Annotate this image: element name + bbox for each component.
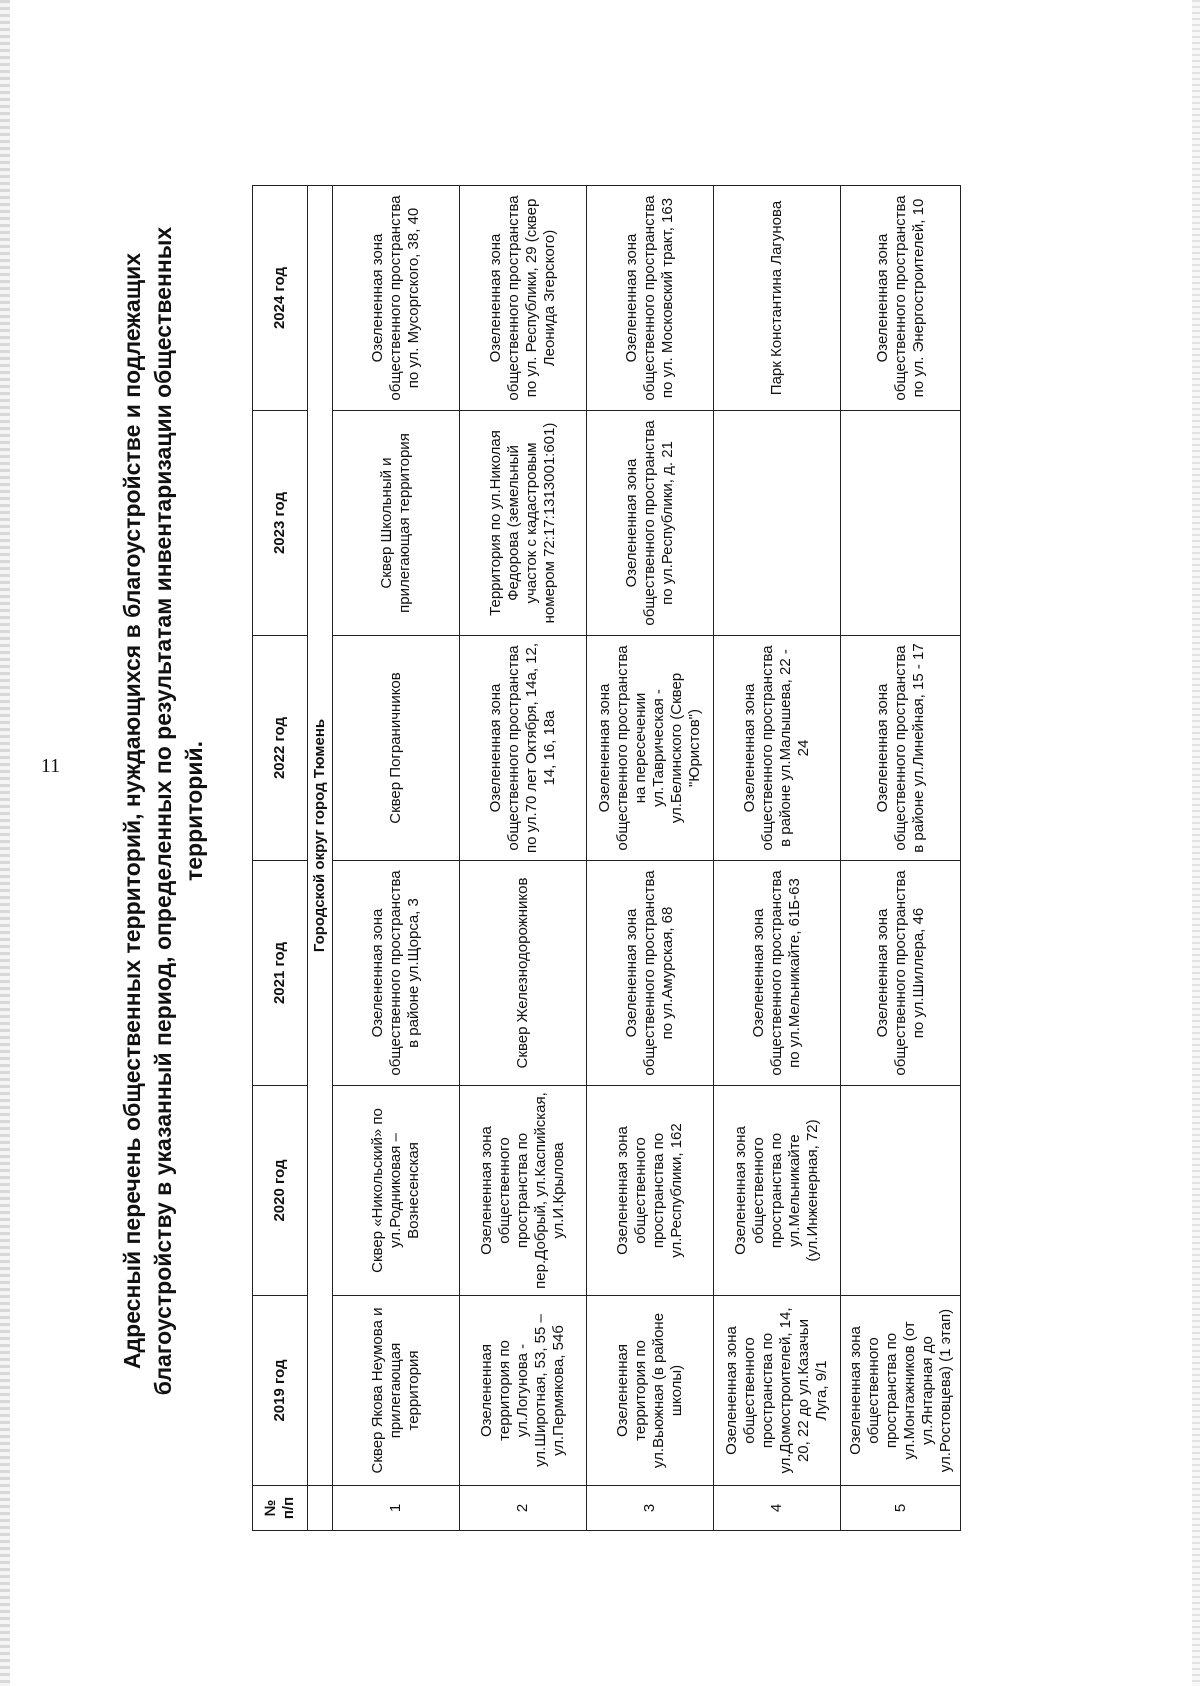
region-cell: Городской округ город Тюмень <box>308 186 333 1486</box>
cell-2021: Сквер Железнодорожников <box>460 861 587 1086</box>
row-number: 3 <box>587 1486 714 1531</box>
title-line-2: благоустройству в указанный период, определенных по результатам инвентаризации общественных <box>150 226 176 1396</box>
cell-2019: Сквер Якова Неумова и прилегающая территория <box>333 1296 460 1486</box>
cell-2022: Озелененная зона общественного пространства на пересечении ул.Таврическая - ул.Белинского (Сквер "Юристов") <box>587 636 714 861</box>
table-row <box>714 186 841 1531</box>
table-header-row <box>253 186 308 1531</box>
row-number: 1 <box>333 1486 460 1531</box>
header-2019: 2019 год <box>253 1296 308 1486</box>
header-number: № п/п <box>253 1486 308 1531</box>
cell-2020: Сквер «Никольский» по ул.Родниковая – Вознесенская <box>333 1086 460 1296</box>
cell-2020: Озелененная зона общественного пространства по ул.Мельникайте (ул.Инженерная, 72) <box>714 1086 841 1296</box>
cell-2020: Озелененная зона общественного пространства по пер.Добрый, ул.Каспийская, ул.И.Крылова <box>460 1086 587 1296</box>
table-row <box>587 186 714 1531</box>
cell-2019: Озелененная территория по ул.Логунова - ул.Широтная, 53, 55 – ул.Пермякова, 54б <box>460 1296 587 1486</box>
row-number: 2 <box>460 1486 587 1531</box>
cell-2020: Озелененная зона общественного пространства по ул.Республики, 162 <box>587 1086 714 1296</box>
cell-2019: Озелененная территория по ул.Вьюжная (в районе школы) <box>587 1296 714 1486</box>
cell-2023 <box>841 411 961 636</box>
cell-2022: Озелененная зона общественного пространства по ул.70 лет Октября, 14а, 12, 14, 16, 18а <box>460 636 587 861</box>
scan-edge-left <box>0 0 10 1686</box>
cell-2024: Озелененная зона общественного пространства по ул. Энергостроителей, 10 <box>841 186 961 411</box>
table-row <box>460 186 587 1531</box>
cell-2021: Озелененная зона общественного пространства по ул.Мельникайте, 61Б-63 <box>714 861 841 1086</box>
row-number: 5 <box>841 1486 961 1531</box>
cell-2020 <box>841 1086 961 1296</box>
region-row <box>308 186 333 1531</box>
cell-2021: Озелененная зона общественного пространства по ул.Амурская, 68 <box>587 861 714 1086</box>
cell-2019: Озелененная зона общественного пространства по ул.Монтажников (от ул.Янтарная до ул.Ростовцева) (1 этап) <box>841 1296 961 1486</box>
header-2024: 2024 год <box>253 186 308 411</box>
header-2020: 2020 год <box>253 1086 308 1296</box>
cell-2023: Озелененная зона общественного пространства по ул.Республики, д. 21 <box>587 411 714 636</box>
cell-2024: Озелененная зона общественного пространства по ул. Московский тракт, 163 <box>587 186 714 411</box>
region-spacer-cell <box>308 1486 333 1531</box>
page-number: 11 <box>40 754 61 777</box>
cell-2022: Озелененная зона общественного пространства в районе ул.Линейная, 15 - 17 <box>841 636 961 861</box>
title-line-1: Адресный перечень общественных территорий, нуждающихся в благоустройстве и подлежащих <box>119 252 145 1370</box>
table-row <box>841 186 961 1531</box>
cell-2023 <box>714 411 841 636</box>
header-2023: 2023 год <box>253 411 308 636</box>
scan-edge-right <box>1192 0 1200 1686</box>
cell-2023: Территория по ул.Николая Федорова (земельный участок с кадастровым номером 72:17:1313001:601) <box>460 411 587 636</box>
cell-2024: Парк Константина Лагунова <box>714 186 841 411</box>
cell-2022: Озелененная зона общественного пространства в районе ул.Малышева, 22 - 24 <box>714 636 841 861</box>
row-number: 4 <box>714 1486 841 1531</box>
rotated-page <box>40 91 1069 1531</box>
territories-table <box>252 185 961 1531</box>
title-line-3: территорий. <box>181 740 207 882</box>
cell-2024: Озелененная зона общественного пространства по ул. Республики, 29 (сквер Леонида Згерского) <box>460 186 587 411</box>
document-title <box>117 131 210 1491</box>
cell-2021: Озелененная зона общественного пространства по ул.Шиллера, 46 <box>841 861 961 1086</box>
cell-2022: Сквер Пограничников <box>333 636 460 861</box>
cell-2023: Сквер Школьный и прилегающая территория <box>333 411 460 636</box>
cell-2021: Озелененная зона общественного пространства в районе ул.Щорса, 3 <box>333 861 460 1086</box>
cell-2024: Озелененная зона общественного пространства по ул. Мусоргского, 38, 40 <box>333 186 460 411</box>
table-row <box>333 186 460 1531</box>
cell-2019: Озелененная зона общественного пространства по ул.Домостроителей, 14, 20, 22 до ул.Казачьи Луга, 9/1 <box>714 1296 841 1486</box>
header-2022: 2022 год <box>253 636 308 861</box>
header-2021: 2021 год <box>253 861 308 1086</box>
